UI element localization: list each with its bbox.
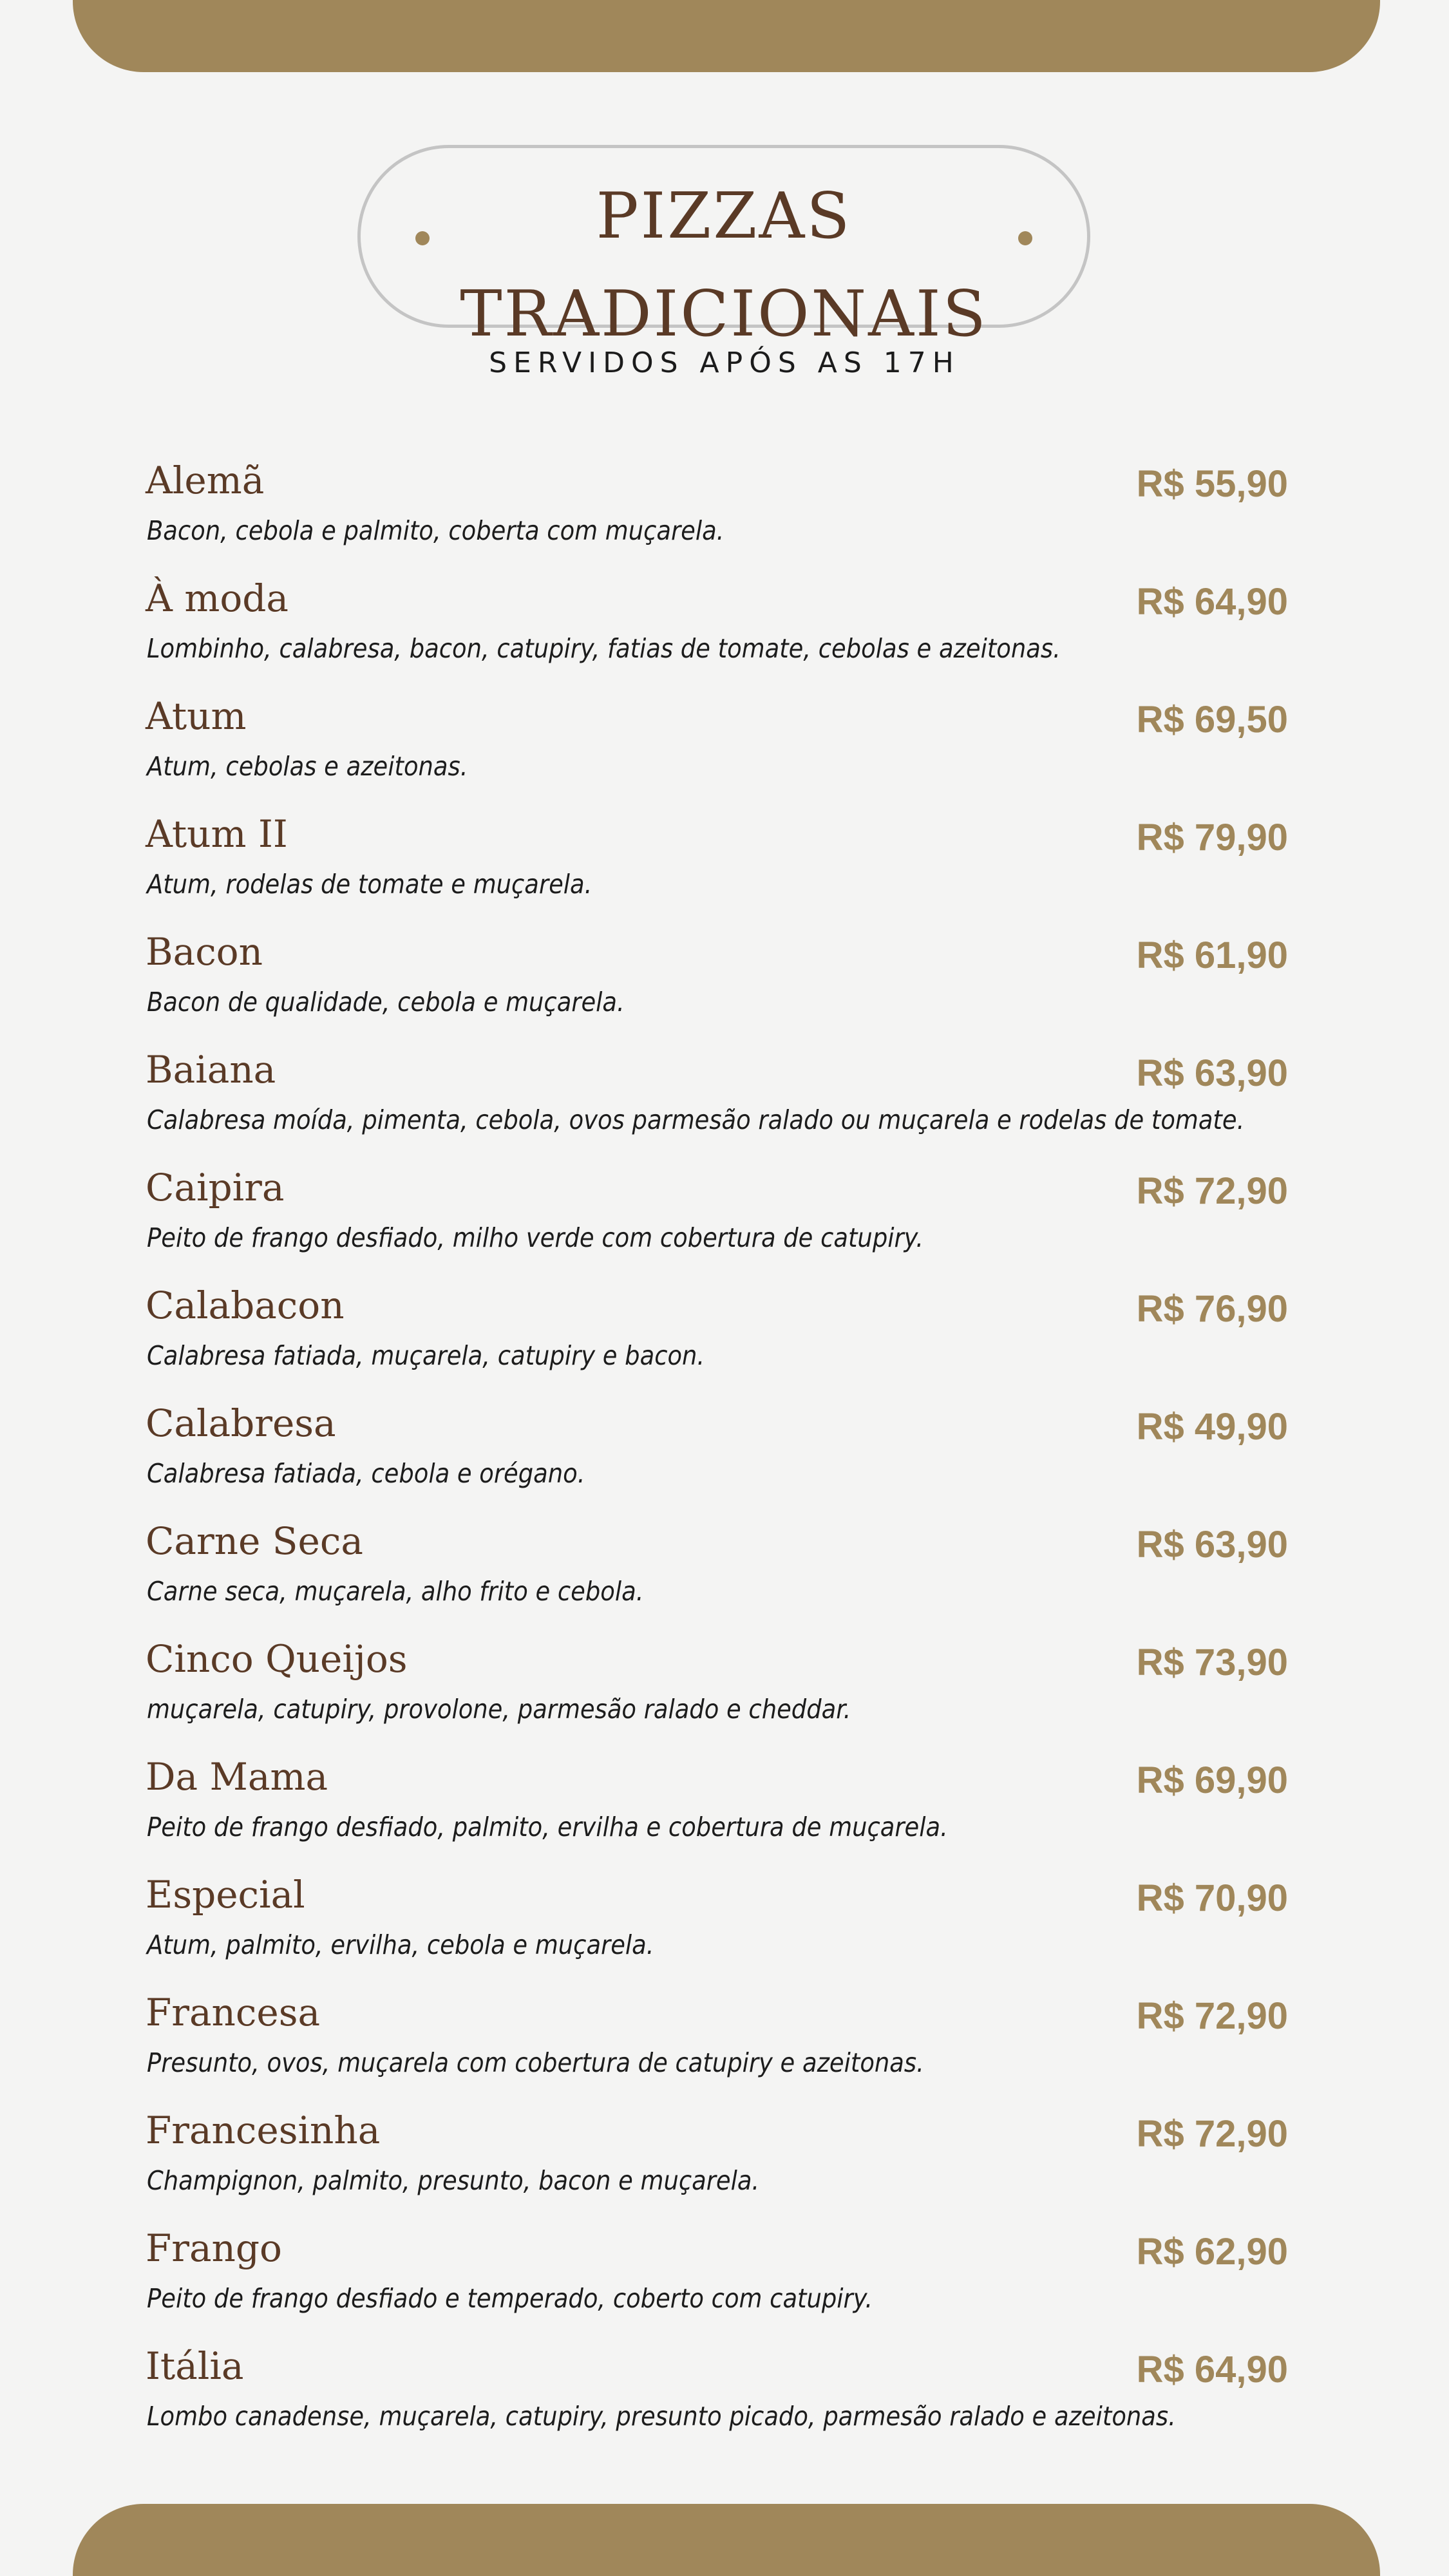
page-title — [361, 167, 1087, 363]
menu-item-price: R$ 72,90 — [1136, 1995, 1288, 2037]
menu-item — [0, 804, 1449, 922]
menu-item-description: Calabresa moída, pimenta, cebola, ovos parmesão ralado ou muçarela e rodelas de tomate. — [147, 1104, 1245, 1135]
menu-item-name: Francesinha — [146, 2108, 381, 2152]
menu-item-name: Caipira — [146, 1166, 285, 1209]
serving-time-subtitle: SERVIDOS APÓS AS 17H — [489, 346, 960, 379]
menu-list — [0, 451, 1449, 2454]
menu-item — [0, 1865, 1449, 1983]
menu-item-description: muçarela, catupiry, provolone, parmesão ralado e cheddar. — [147, 1694, 851, 1725]
menu-item-name: Frango — [146, 2226, 282, 2270]
menu-item-description: Presunto, ovos, muçarela com cobertura de catupiry e azeitonas. — [147, 2047, 924, 2078]
bottom-decorative-band — [73, 2504, 1380, 2576]
menu-item-name: Itália — [146, 2344, 244, 2388]
menu-item-price: R$ 72,90 — [1136, 2113, 1288, 2155]
menu-item — [0, 687, 1449, 804]
menu-item-price: R$ 70,90 — [1136, 1877, 1288, 1919]
menu-item — [0, 1040, 1449, 1158]
top-decorative-band — [73, 0, 1380, 72]
menu-item-name: Bacon — [146, 930, 263, 974]
menu-item — [0, 1983, 1449, 2101]
menu-item-price: R$ 62,90 — [1136, 2231, 1288, 2273]
menu-item-name: Cinco Queijos — [146, 1637, 408, 1681]
menu-item — [0, 1276, 1449, 1394]
menu-item-description: Peito de frango desfiado, milho verde com cobertura de catupiry. — [147, 1222, 923, 1253]
menu-item-name: Atum — [146, 694, 247, 738]
menu-item-description: Bacon, cebola e palmito, coberta com muçarela. — [147, 515, 724, 546]
menu-item-description: Carne seca, muçarela, alho frito e cebola. — [147, 1576, 644, 1607]
menu-item — [0, 2219, 1449, 2336]
menu-item-price: R$ 69,90 — [1136, 1759, 1288, 1801]
menu-item-price: R$ 73,90 — [1136, 1642, 1288, 1683]
menu-item-description: Lombo canadense, muçarela, catupiry, presunto picado, parmesão ralado e azeitonas. — [147, 2401, 1176, 2432]
menu-item-price: R$ 49,90 — [1136, 1406, 1288, 1448]
title-line-1: PIZZAS — [596, 180, 852, 253]
menu-item-name: Da Mama — [146, 1755, 328, 1799]
menu-item — [0, 2336, 1449, 2454]
menu-item-description: Champignon, palmito, presunto, bacon e muçarela. — [147, 2165, 760, 2196]
title-line-2: TRADICIONAIS — [460, 278, 988, 351]
menu-item-description: Peito de frango desfiado e temperado, coberto com catupiry. — [147, 2283, 873, 2314]
menu-item-description: Atum, rodelas de tomate e muçarela. — [147, 869, 592, 900]
menu-item — [0, 2101, 1449, 2219]
menu-item-description: Atum, cebolas e azeitonas. — [147, 751, 468, 782]
menu-item — [0, 922, 1449, 1040]
menu-item — [0, 1629, 1449, 1747]
menu-item-name: Carne Seca — [146, 1519, 363, 1563]
menu-item-price: R$ 63,90 — [1136, 1052, 1288, 1094]
menu-item-price: R$ 69,50 — [1136, 699, 1288, 741]
menu-item — [0, 1511, 1449, 1629]
menu-item-description: Bacon de qualidade, cebola e muçarela. — [147, 987, 625, 1018]
menu-item-price: R$ 63,90 — [1136, 1524, 1288, 1566]
menu-item-price: R$ 61,90 — [1136, 934, 1288, 976]
menu-item — [0, 569, 1449, 687]
menu-item-price: R$ 79,90 — [1136, 817, 1288, 858]
menu-item-price: R$ 64,90 — [1136, 581, 1288, 623]
menu-item-name: Atum II — [146, 812, 288, 856]
menu-item-price: R$ 72,90 — [1136, 1170, 1288, 1212]
menu-item-description: Lombinho, calabresa, bacon, catupiry, fatias de tomate, cebolas e azeitonas. — [147, 633, 1061, 664]
menu-item-description: Calabresa fatiada, cebola e orégano. — [147, 1458, 585, 1489]
menu-item-price: R$ 76,90 — [1136, 1288, 1288, 1330]
menu-item-name: Francesa — [146, 1991, 321, 2034]
menu-item-description: Calabresa fatiada, muçarela, catupiry e bacon. — [147, 1340, 705, 1371]
menu-item-name: Baiana — [146, 1048, 276, 1092]
menu-item — [0, 1394, 1449, 1511]
menu-item-description: Peito de frango desfiado, palmito, ervilha e cobertura de muçarela. — [147, 1812, 948, 1842]
menu-item-name: Alemã — [146, 459, 265, 502]
menu-item-name: Calabacon — [146, 1283, 345, 1327]
menu-item-price: R$ 64,90 — [1136, 2349, 1288, 2391]
menu-item — [0, 1158, 1449, 1276]
title-frame — [357, 145, 1090, 351]
menu-item-name: Calabresa — [146, 1401, 336, 1445]
menu-item-description: Atum, palmito, ervilha, cebola e muçarela. — [147, 1929, 654, 1960]
menu-item — [0, 1747, 1449, 1865]
menu-item-name: À moda — [146, 576, 289, 620]
menu-item — [0, 451, 1449, 569]
menu-item-price: R$ 55,90 — [1136, 463, 1288, 505]
menu-item-name: Especial — [146, 1873, 305, 1917]
